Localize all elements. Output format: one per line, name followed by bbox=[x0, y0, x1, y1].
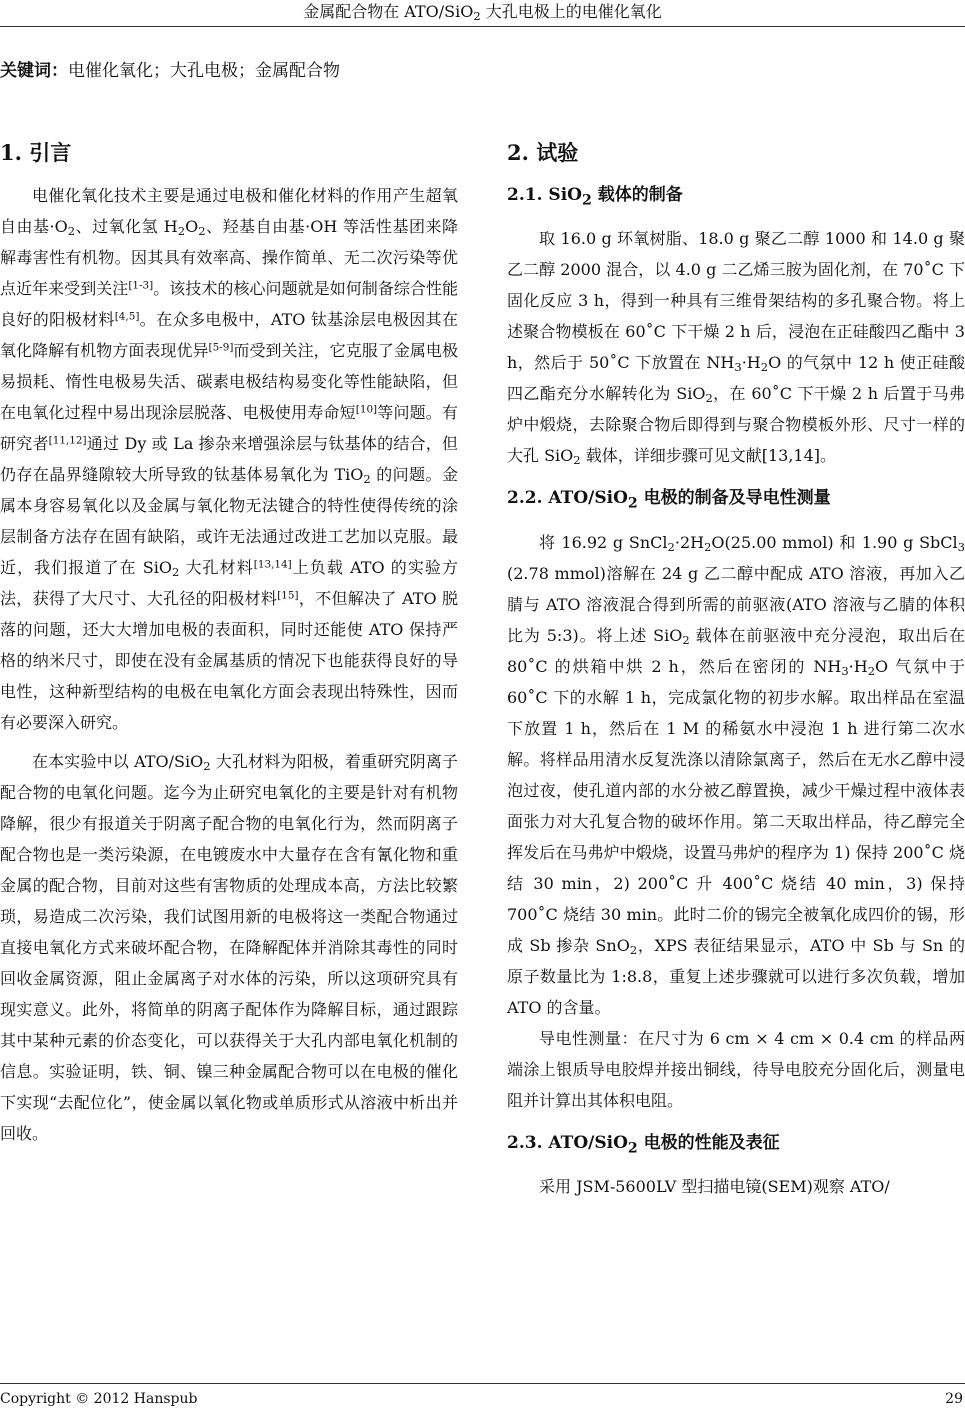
characterization-paragraph: 采用 JSM-5600LV 型扫描电镜(SEM)观察 ATO/ bbox=[539, 1177, 890, 1197]
page-number: 29 bbox=[945, 1391, 963, 1407]
running-header bbox=[0, 0, 965, 27]
conductivity-paragraph: 导电性测量：在尺寸为 6 cm × 4 cm × 0.4 cm 的样品两端涂上银质导电胶焊并接出铜线，待导电胶充分固化后，测量电阻并计算出其体积电阻。 bbox=[507, 1028, 965, 1110]
header-title: 金属配合物在 ATO/SiO$_2$ 大孔电极上的电催化氧化 bbox=[303, 2, 662, 23]
right-column bbox=[507, 132, 965, 1202]
experiment-paragraph-2-1: 取 16.0 g 环氧树脂、18.0 g 聚乙二醇 1000 和 14.0 g 聚乙二醇 2000 混合，以 4.0 g 二乙烯三胺为固化剂，在 70˚C 下固化反应 3 h，得到一种具有三维骨架结构的多孔聚合物。将上述聚合物模板在 60˚C 下干燥 2 h 后，浸泡在正硅酸四乙酯中 3 h，然后于 50˚C 下放置在 $NH_3\cdot H_2O$ 的气氛中 12 h 使正硅酸四乙酯充分水解转化为 SiO$_2$，在 60˚C 下干燥 2 h 后置于马弗炉中煅烧，去除聚合物后即得到与聚合物模板外形、尺寸一样的大孔 SiO$_2$ 载体，详细步骤可见文献[13,14]。 bbox=[507, 229, 965, 468]
subsection-title-2-2: 2.2. ATO/SiO$_2$ 电极的制备及导电性测量 bbox=[507, 488, 831, 512]
section-title-introduction: 1. 引言 bbox=[0, 140, 72, 165]
intro-paragraph-1: 电催化氧化技术主要是通过电极和催化材料的作用产生超氧自由基$\cdot O_2$、过氧化氢 $H_2O_2$、羟基自由基·OH 等活性基团来降解毒害性有机物。因其具有效率高、操作简单、无二次污染等优点近年来受到关注[1-3]。该技术的核心问题就是如何制备综合性能良好的阳极材料[4,5]。在众多电极中，ATO 钛基涂层电极因其在氧化降解有机物方面表现优异[5-9]而受到关注，它克服了金属电极易损耗、惰性电极易失活、碳素电极结构易变化等性能缺陷，但在电氧化过程中易出现涂层脱落、电极使用寿命短[10]等问题。有研究者[11,12]通过 Dy 或 La 掺杂来增强涂层与钛基体的结合，但仍存在晶界缝隙较大所导致的钛基体易氧化为 TiO$_2$ 的问题。金属本身容易氧化以及金属与氧化物无法键合的特性使得传统的涂层制备方法存在固有缺陷，或许无法通过改进工艺加以克服。最近，我们报道了在 SiO$_2$ 大孔材料[13,14]上负载 ATO 的实验方法，获得了大尺寸、大孔径的阳极材料[15]，不但解决了 ATO 脱落的问题，还大大增加电极的表面积，同时还能使 ATO 保持严格的纳米尺寸，即使在没有金属基质的情况下也能获得良好的导电性，这种新型结构的电极在电氧化方面会表现出特殊性，因而有必要深入研究。 bbox=[0, 186, 459, 732]
section-title-experiment: 2. 试验 bbox=[507, 140, 579, 165]
keywords-text: 电催化氧化；大孔电极；金属配合物 bbox=[68, 61, 340, 81]
experiment-paragraph-2-2: 将 16.92 g $SnCl_2\cdot 2H_2O(25.00$ mmol) 和 1.90 g SbCl$_3$ (2.78 mmol)溶解在 24 g 乙二醇中配成 ATO 溶液，再加入乙腈与 ATO 溶液混合得到所需的前驱液(ATO 溶液与乙腈的体积比为 5:3)。将上述 SiO$_2$ 载体在前驱液中充分浸泡，取出后在 80˚C 的烘箱中烘 2 h，然后在密闭的 $NH_3\cdot H_2O$ 气氛中于 60˚C 下的水解 1 h，完成氯化物的初步水解。取出样品在室温下放置 1 h，然后在 1 M 的稀氨水中浸泡 1 h 进行第二次水解。将样品用清水反复洗涤以清除氯离子，然后在无水乙醇中浸泡过夜，使孔道内部的水分被乙醇置换，减少干燥过程中液体表面张力对大孔复合物的破坏作用。第二天取出样品，待乙醇完全挥发后在马弗炉中煅烧，设置马弗炉的程序为 1) 保持 200˚C 烧结 30 min，2) 200˚C 升 400˚C 烧结 40 min，3) 保持 700˚C 烧结 30 min。此时二价的锡完全被氧化成四价的锡，形成 Sb 掺杂 SnO$_2$，XPS 表征结果显示，ATO 中 Sb 与 Sn 的原子数量比为 1:8.8，重复上述步骤就可以进行多次负载，增加 ATO 的含量。 bbox=[507, 532, 965, 1017]
keywords-label: 关键词： bbox=[0, 61, 68, 81]
left-column bbox=[0, 132, 458, 1149]
keywords-line bbox=[0, 58, 940, 84]
subsection-title-2-1: 2.1. SiO$_2$ 载体的制备 bbox=[507, 185, 683, 209]
subsection-title-2-3: 2.3. ATO/SiO$_2$ 电极的性能及表征 bbox=[507, 1132, 780, 1157]
intro-paragraph-2: 在本实验中以 ATO/SiO$_2$ 大孔材料为阳极，着重研究阴离子配合物的电氧化问题。迄今为止研究电氧化的主要是针对有机物降解，很少有报道关于阴离子配合物的电氧化行为，然而阴离子配合物也是一类污染源，在电镀废水中大量存在含有氰化物和重金属的配合物，目前对这些有害物质的处理成本高，方法比较繁琐，易造成二次污染，我们试图用新的电极将这一类配合物通过直接电氧化方式来破坏配合物，在降解配体并消除其毒性的同时回收金属资源，阻止金属离子对水体的污染，所以这项研究具有现实意义。此外，将简单的阴离子配体作为降解目标，通过跟踪其中某种元素的价态变化，可以获得关于大孔内部电氧化机制的信息。实验证明，铁、铜、镍三种金属配合物可以在电极的催化下实现“去配位化”，使金属以氧化物或单质形式从溶液中析出并回收。 bbox=[0, 752, 458, 1143]
page-footer bbox=[0, 1383, 965, 1414]
copyright-text: Copyright © 2012 Hanspub bbox=[0, 1391, 198, 1407]
